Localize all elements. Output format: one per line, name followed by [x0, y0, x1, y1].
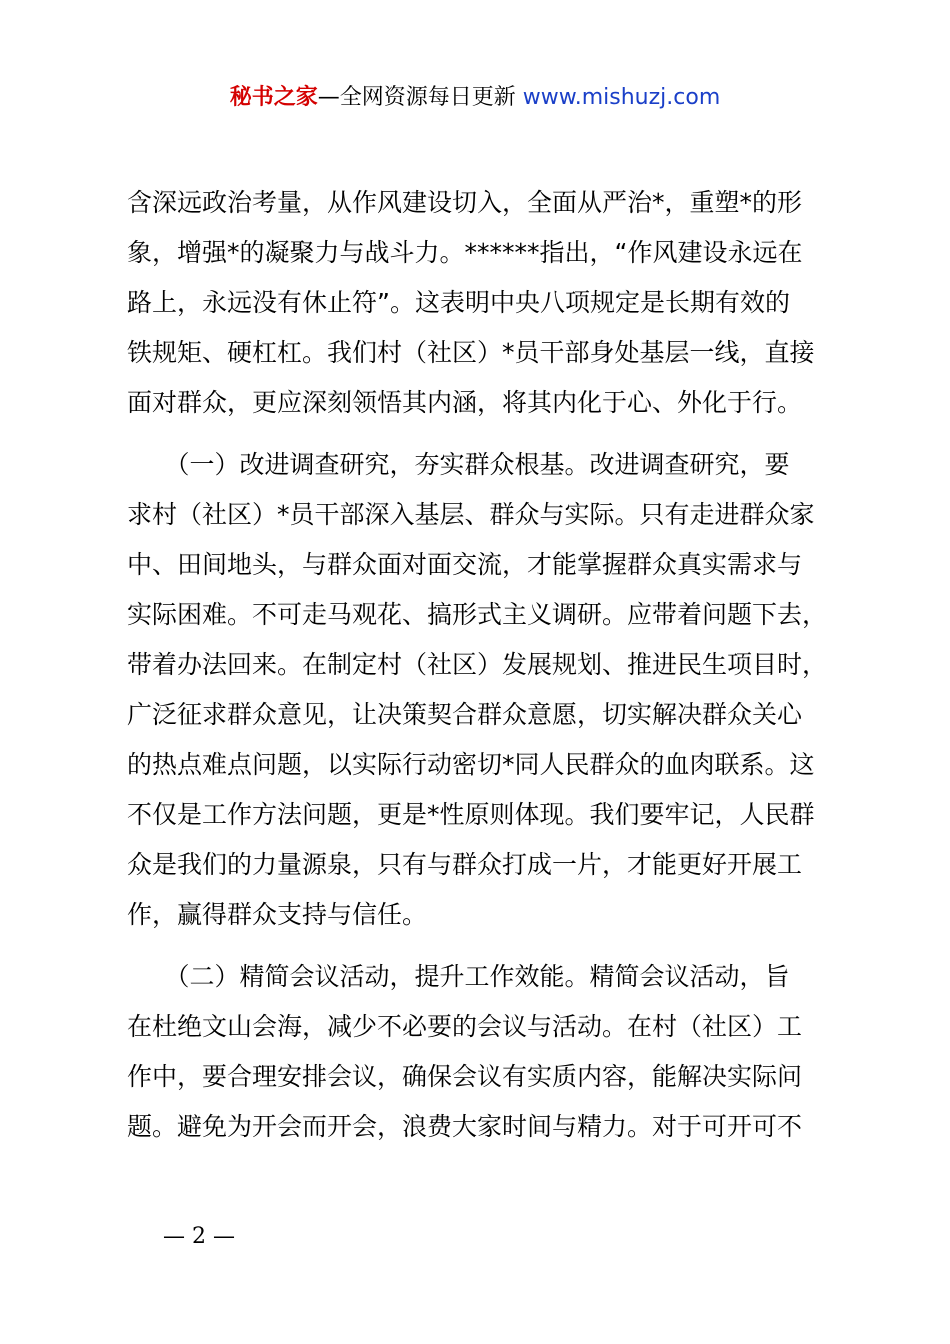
text-line: 求村（社区）*员干部深入基层、群众与实际。只有走进群众家 — [127, 500, 815, 529]
text-line: 中、田间地头，与群众面对面交流，才能掌握群众真实需求与 — [127, 550, 803, 579]
text-line: 铁规矩、硬杠杠。我们村（社区）*员干部身处基层一线，直接 — [127, 338, 815, 367]
paragraph-section-2 — [127, 952, 837, 1152]
text-line: 带着办法回来。在制定村（社区）发展规划、推进民生项目时， — [127, 650, 828, 679]
paragraph-section-1 — [127, 440, 837, 940]
text-line: 含深远政治考量，从作风建设切入，全面从严治*，重塑*的形 — [127, 188, 803, 217]
text-line: 在杜绝文山会海，减少不必要的会议与活动。在村（社区）工 — [127, 1012, 803, 1041]
text-line: 不仅是工作方法问题，更是*性原则体现。我们要牢记，人民群 — [127, 800, 815, 829]
text-line: 面对群众，更应深刻领悟其内涵，将其内化于心、外化于行。 — [127, 388, 803, 417]
paragraph-intro — [127, 178, 837, 428]
text-line: 路上，永远没有休止符”。这表明中央八项规定是长期有效的 — [127, 288, 790, 317]
text-line: （二）精简会议活动，提升工作效能。精简会议活动，旨 — [127, 962, 790, 991]
body-text — [127, 178, 837, 1152]
text-line: 实际困难。不可走马观花、搞形式主义调研。应带着问题下去， — [127, 600, 828, 629]
text-line: 题。避免为开会而开会，浪费大家时间与精力。对于可开可不 — [127, 1112, 803, 1141]
text-line: 作，赢得群众支持与信任。 — [127, 900, 428, 929]
text-line: 众是我们的力量源泉，只有与群众打成一片，才能更好开展工 — [127, 850, 803, 879]
header-brand: 秘书之家 — [229, 85, 318, 110]
text-line: 象，增强*的凝聚力与战斗力。******指出，“作风建设永远在 — [127, 238, 803, 267]
text-line: （一）改进调查研究，夯实群众根基。改进调查研究，要 — [127, 450, 790, 479]
text-line: 的热点难点问题，以实际行动密切*同人民群众的血肉联系。这 — [127, 750, 815, 779]
text-line: 作中，要合理安排会议，确保会议有实质内容，能解决实际问 — [127, 1062, 803, 1091]
page-header — [0, 80, 950, 111]
header-url[interactable]: www.mishuzj.com — [522, 85, 721, 110]
text-line: 广泛征求群众意见，让决策契合群众意愿，切实解决群众关心 — [127, 700, 803, 729]
header-tagline: —全网资源每日更新 — [317, 85, 523, 110]
page-number: — 2 — — [163, 1224, 235, 1249]
